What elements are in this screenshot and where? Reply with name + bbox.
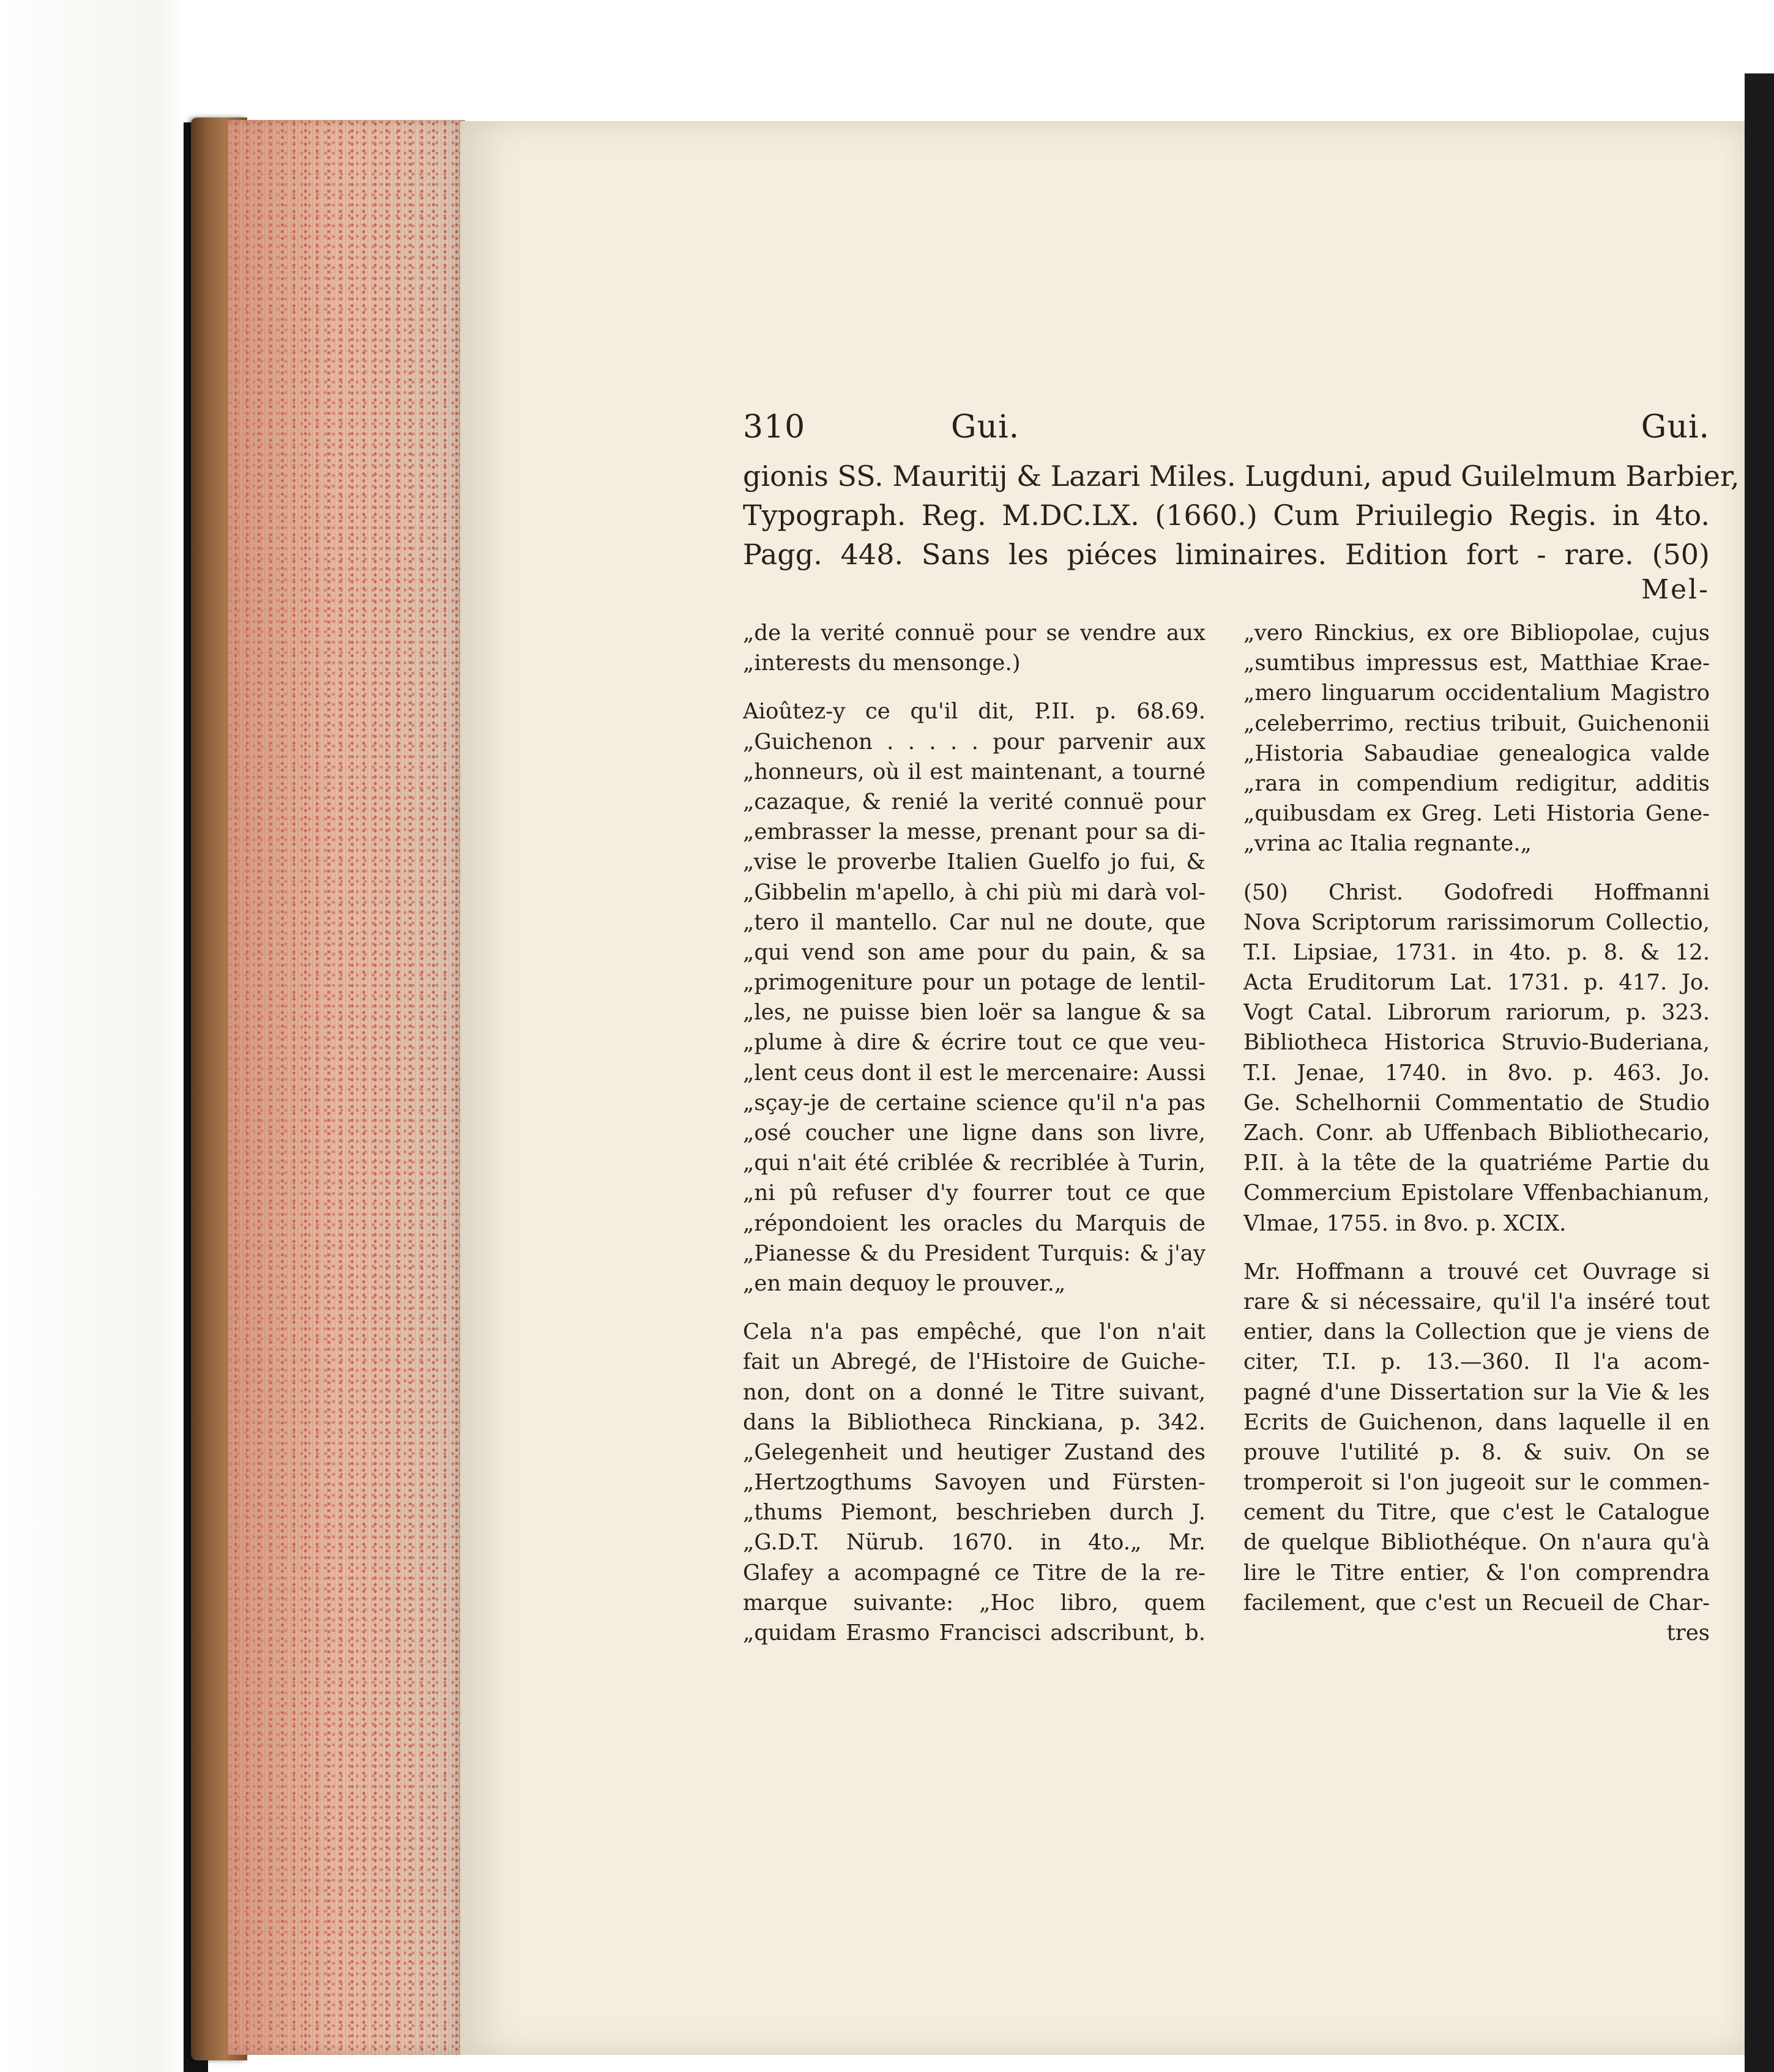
title-line: Typograph. Reg. M.DC.LX. (1660.) Cum Priuilegio Regis. in 4to. (743, 499, 1710, 532)
running-head-right: Gui. (1641, 409, 1710, 445)
text-line: citer, T.I. p. 13.—360. Il l'a acom- (1243, 1349, 1710, 1375)
text-line: Ecrits de Guichenon, dans laquelle il en (1243, 1409, 1710, 1435)
text-line: „Gibbelin m'apello, à chi più mi darà vol- (743, 879, 1206, 905)
text-line: „plume à dire & écrire tout ce que veu- (743, 1030, 1206, 1056)
text-line: „les, ne puisse bien loër sa langue & sa (743, 1000, 1206, 1026)
scanner-background-right (1745, 73, 1774, 2072)
text-line: „vise le proverbe Italien Guelfo jo fui, & (743, 849, 1206, 875)
text-line: „Hertzogthums Savoyen und Fürsten- (743, 1470, 1206, 1496)
book-page (460, 121, 1745, 2055)
title-line: Pagg. 448. Sans les piéces liminaires. Edition fort - rare. (50) (743, 538, 1710, 571)
text-line: „ni pû refuser d'y fourrer tout ce que (743, 1180, 1206, 1206)
text-line: „Historia Sabaudiae genealogica valde (1243, 740, 1710, 766)
text-line: entier, dans la Collection que je viens de (1243, 1319, 1710, 1345)
text-line: „interests du mensonge.) (743, 650, 1021, 676)
text-line: Glafey a acompagné ce Titre de la re- (743, 1560, 1206, 1586)
footnote-line: Vogt Catal. Librorum rariorum, p. 323. (1243, 1000, 1710, 1026)
text-line: „sçay-je de certaine science qu'il n'a pas (743, 1090, 1206, 1116)
text-line: „en main dequoy le prouver.„ (743, 1270, 1066, 1296)
text-line: „qui vend son ame pour du pain, & sa (743, 939, 1206, 965)
paragraph-gap (743, 1299, 1206, 1317)
bibliographic-title (743, 457, 1740, 574)
text-line: „thums Piemont, beschrieben durch J. (743, 1500, 1206, 1526)
sprinkled-page-edges (228, 120, 465, 2055)
text-line: „honneurs, où il est maintenant, a tourné (743, 759, 1206, 784)
right-text-column (1243, 618, 1710, 1648)
text-line: „G.D.T. Nürub. 1670. in 4to.„ Mr. (743, 1530, 1206, 1556)
text-line: Aioûtez-y ce qu'il dit, P.II. p. 68.69. (743, 699, 1206, 725)
text-line: „tero il mantello. Car nul ne doute, que (743, 909, 1206, 935)
text-line: fait un Abregé, de l'Histoire de Guiche- (743, 1349, 1206, 1375)
text-line: „Guichenon . . . . . pour parvenir aux (743, 729, 1206, 755)
text-line: tromperoit si l'on jugeoit sur le commen- (1243, 1470, 1710, 1496)
running-head (743, 409, 1710, 452)
text-line: non, dont on a donné le Titre suivant, (743, 1379, 1206, 1405)
text-line: marque suivante: „Hoc libro, quem (743, 1590, 1206, 1615)
footnote-line: Ge. Schelhornii Commentatio de Studio (1243, 1090, 1710, 1116)
footnote-line: Zach. Conr. ab Uffenbach Bibliothecario, (1243, 1120, 1710, 1146)
footnote-line: (50) Christ. Godofredi Hoffmanni (1243, 879, 1710, 905)
footnote-line: T.I. Jenae, 1740. in 8vo. p. 463. Jo. (1243, 1060, 1710, 1086)
text-line: „rara in compendium redigitur, additis (1243, 770, 1710, 796)
title-line: gionis SS. Mauritij & Lazari Miles. Lugduni, apud Guilelmum Barbier, (743, 460, 1740, 493)
catchword: tres (1666, 1620, 1710, 1645)
catchword: Mel- (1641, 574, 1710, 605)
text-line: „osé coucher une ligne dans son livre, (743, 1120, 1206, 1146)
footnote-line: Vlmae, 1755. in 8vo. p. XCIX. (1243, 1210, 1567, 1236)
footnote-line: T.I. Lipsiae, 1731. in 4to. p. 8. & 12. (1243, 939, 1710, 965)
text-line: pagné d'une Dissertation sur la Vie & les (1243, 1379, 1710, 1405)
text-line: „Pianesse & du President Turquis: & j'ay (743, 1240, 1206, 1266)
running-head-left: Gui. (951, 409, 1020, 445)
text-line: dans la Bibliotheca Rinckiana, p. 342. (743, 1409, 1206, 1435)
text-line: „vero Rinckius, ex ore Bibliopolae, cujus (1243, 620, 1710, 646)
text-line: Cela n'a pas empêché, que l'on n'ait (743, 1319, 1206, 1345)
footnote-line: Acta Eruditorum Lat. 1731. p. 417. Jo. (1243, 970, 1710, 996)
page-number: 310 (743, 409, 806, 445)
paragraph-gap (743, 678, 1206, 696)
text-line: prouve l'utilité p. 8. & suiv. On se (1243, 1439, 1710, 1465)
text-line: lire le Titre entier, & l'on comprendra (1243, 1560, 1710, 1586)
footnote-line: P.II. à la tête de la quatriéme Partie du (1243, 1150, 1710, 1176)
text-line: Mr. Hoffmann a trouvé cet Ouvrage si (1243, 1259, 1710, 1284)
text-line: „primogeniture pour un potage de lentil- (743, 970, 1206, 996)
paragraph-gap (1243, 859, 1710, 878)
text-line: „cazaque, & renié la verité connuë pour (743, 789, 1206, 814)
text-line: „quidam Erasmo Francisci adscribunt, b. (743, 1620, 1206, 1645)
text-line: rare & si nécessaire, qu'il l'a inséré tout (1243, 1289, 1710, 1314)
text-line: „quibusdam ex Greg. Leti Historia Gene- (1243, 801, 1710, 827)
text-line: „répondoient les oracles du Marquis de (743, 1210, 1206, 1236)
footnote-line: Commercium Epistolare Vffenbachianum, (1243, 1180, 1710, 1206)
text-line: de quelque Bibliothéque. On n'aura qu'à (1243, 1530, 1710, 1556)
footnote-line: Nova Scriptorum rarissimorum Collectio, (1243, 909, 1710, 935)
text-line: „lent ceus dont il est le mercenaire: Aussi (743, 1060, 1206, 1086)
text-line: cement du Titre, que c'est le Catalogue (1243, 1500, 1710, 1526)
paragraph-gap (1243, 1239, 1710, 1257)
text-line: „sumtibus impressus est, Matthiae Krae- (1243, 650, 1710, 676)
footnote-line: Bibliotheca Historica Struvio-Buderiana, (1243, 1030, 1710, 1056)
left-text-column (743, 618, 1206, 1648)
text-line: „vrina ac Italia regnante.„ (1243, 831, 1532, 857)
text-line: „celeberrimo, rectius tribuit, Guichenonii (1243, 710, 1710, 736)
text-line: „de la verité connuë pour se vendre aux (743, 620, 1206, 646)
text-line: „Gelegenheit und heutiger Zustand des (743, 1439, 1206, 1465)
text-line: „mero linguarum occidentalium Magistro (1243, 680, 1710, 706)
text-line: „embrasser la messe, prenant pour sa di- (743, 819, 1206, 845)
text-line: facilement, que c'est un Recueil de Char- (1243, 1590, 1710, 1615)
text-line: „qui n'ait été criblée & recriblée à Turin, (743, 1150, 1206, 1176)
